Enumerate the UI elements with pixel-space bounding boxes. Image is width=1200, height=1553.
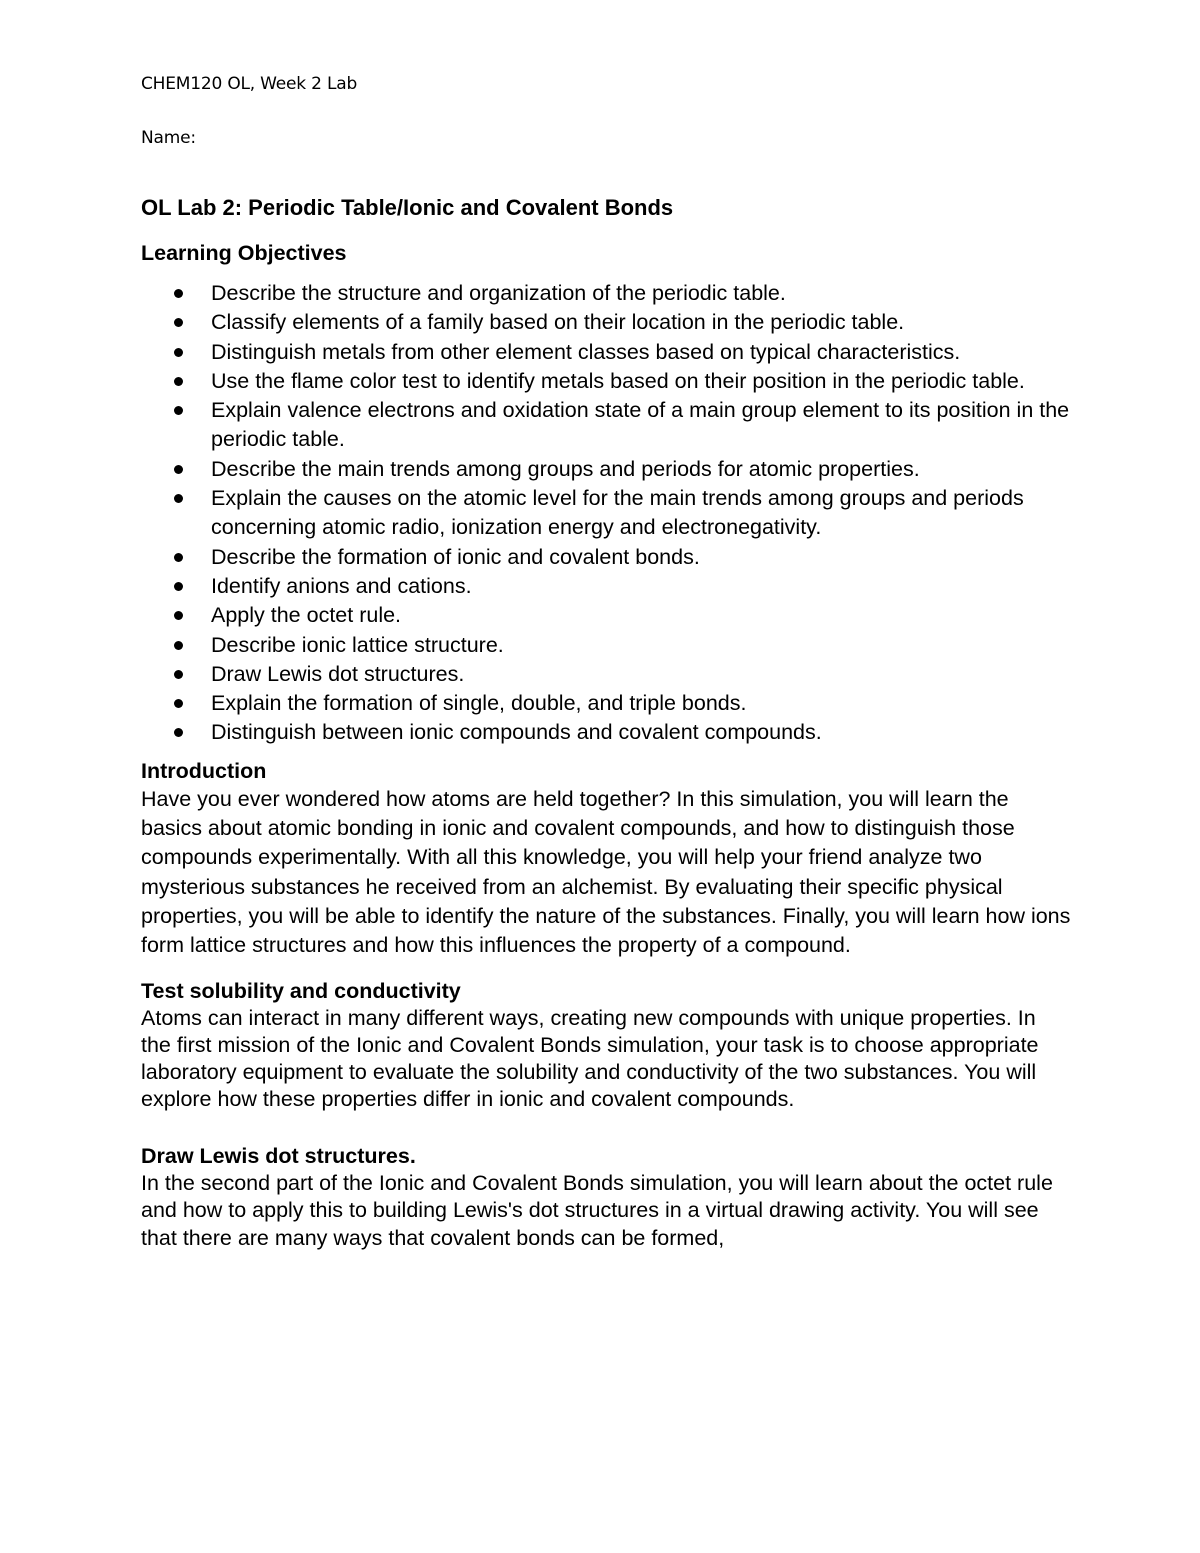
bullet-icon — [174, 465, 183, 474]
list-item — [141, 543, 1071, 572]
bullet-icon — [174, 406, 183, 415]
objective-text: Describe ionic lattice structure. — [211, 632, 504, 657]
lewis-section-paragraph: In the second part of the Ionic and Covalent Bonds simulation, you will learn about the octet rule and how to apply this to building Lewis's dot structures in a virtual drawing activity. You will see that there are many ways that covalent bonds can be formed, — [141, 1170, 1053, 1250]
objective-text: Apply the octet rule. — [211, 603, 402, 628]
lewis-section-heading: Draw Lewis dot structures. — [141, 1143, 416, 1168]
document-body — [141, 194, 1071, 1253]
objective-text: Draw Lewis dot structures. — [211, 661, 465, 686]
list-item — [141, 484, 1071, 543]
objectives-heading: Learning Objectives — [141, 241, 347, 265]
objective-text: Explain the formation of single, double, and triple bonds. — [211, 691, 747, 716]
test-section-paragraph: Atoms can interact in many different ways, creating new compounds with unique properties. In the first mission of the Ionic and Covalent Bonds simulation, your task is to choose appropriate laboratory equipment to evaluate the solubility and conductivity of the two substances. You will explore how these properties differ in ionic and covalent compounds. — [141, 1005, 1039, 1112]
bullet-icon — [174, 641, 183, 650]
list-item — [141, 279, 1071, 308]
objective-text: Identify anions and cations. — [211, 573, 472, 598]
objective-text: Classify elements of a family based on their location in the periodic table. — [211, 310, 905, 335]
list-item — [141, 601, 1071, 630]
bullet-icon — [174, 377, 183, 386]
objective-text: Describe the structure and organization of the periodic table. — [211, 281, 786, 305]
course-header: CHEM120 OL, Week 2 Lab — [141, 74, 358, 94]
bullet-icon — [174, 289, 183, 298]
objective-text: Distinguish between ionic compounds and covalent compounds. — [211, 720, 822, 745]
list-item — [141, 631, 1071, 660]
introduction-heading: Introduction — [141, 758, 267, 783]
objectives-list — [141, 279, 1071, 748]
bullet-icon — [174, 582, 183, 591]
list-item — [141, 338, 1071, 367]
objective-text: Describe the formation of ionic and covalent bonds. — [211, 544, 700, 569]
list-item — [141, 367, 1071, 396]
bullet-icon — [174, 553, 183, 562]
list-item — [141, 308, 1071, 337]
bullet-icon — [174, 494, 183, 503]
bullet-icon — [174, 699, 183, 708]
objective-text: Distinguish metals from other element classes based on typical characteristics. — [211, 339, 961, 364]
objective-text: Describe the main trends among groups and periods for atomic properties. — [211, 456, 920, 481]
bullet-icon — [174, 728, 183, 737]
list-item — [141, 572, 1071, 601]
introduction-paragraph: Have you ever wondered how atoms are held together? In this simulation, you will learn the basics about atomic bonding in ionic and covalent compounds, and how to distinguish those compounds experimentally. With all this knowledge, you will help your friend analyze two mysterious substances he received from an alchemist. By evaluating their specific physical properties, you will be able to identify the nature of the substances. Finally, you will learn how ions form lattice structures and how this influences the property of a compound. — [141, 786, 1071, 958]
list-item — [141, 396, 1071, 455]
list-item — [141, 718, 1071, 747]
name-label: Name: — [141, 128, 196, 148]
bullet-icon — [174, 611, 183, 620]
objective-text: Use the flame color test to identify metals based on their position in the periodic table. — [211, 368, 1025, 393]
bullet-icon — [174, 318, 183, 327]
list-item — [141, 455, 1071, 484]
objective-text: Explain valence electrons and oxidation state of a main group element to its position in the periodic table. — [211, 398, 1070, 452]
list-item — [141, 689, 1071, 718]
list-item — [141, 660, 1071, 689]
bullet-icon — [174, 348, 183, 357]
bullet-icon — [174, 670, 183, 679]
lab-title: OL Lab 2: Periodic Table/Ionic and Covalent Bonds — [141, 195, 674, 220]
objective-text: Explain the causes on the atomic level for the main trends among groups and periods concerning atomic radio, ionization energy and electronegativity. — [211, 486, 1024, 540]
test-section-heading: Test solubility and conductivity — [141, 978, 461, 1003]
